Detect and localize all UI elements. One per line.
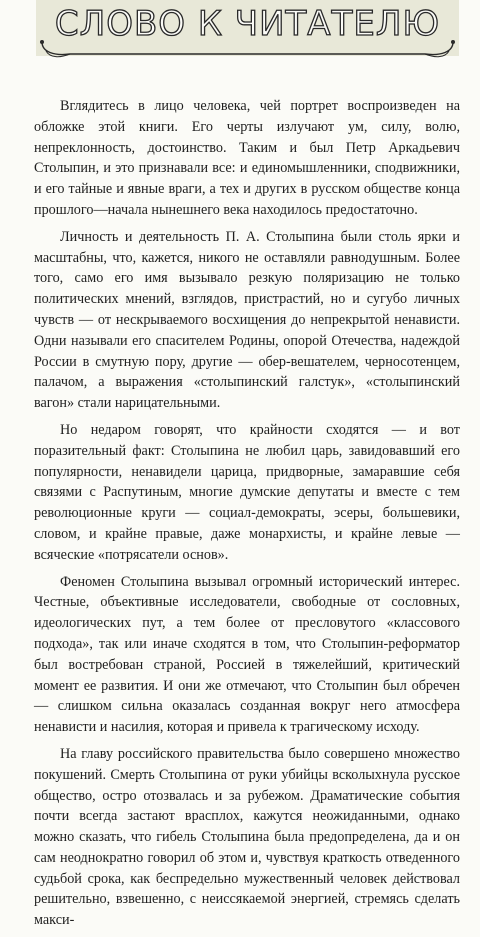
paragraph: Но недаром говорят, что крайности сходятся — и вот поразительный факт: Столыпина не любил царь, завидовавший его популярности, ненавидели царица, придворные, замаравшие себя связями с Распутиным, многие думские депутаты и вместе с тем революционные круги — социал-демократы, эсеры, большевики, словом, и крайне правые, даже монархисты, и крайне левые — всяческие «потрясатели основ». [34,421,460,563]
ornament-flourish [36,38,459,60]
paragraph: Феномен Столыпина вызывал огромный исторический интерес. Честные, объективные исследователи, свободные от сословных, идеологических пут, а тем более от пресловутого «классового подхода», так или иначе сходятся в том, что Столыпин-реформатор был востребован страной, Россией в тяжелейший, критический момент ее развития. И они же отмечают, что Столыпин был обречен — слишком сильна оказалась созданная вокруг него атмосфера ненависти и насилия, которая и привела к трагическому исходу. [34,573,460,736]
paragraph: Вглядитесь в лицо человека, чей портрет воспроизведен на обложке этой книги. Его черты излучают ум, силу, волю, непреклонность, достоинство. Таким и был Петр Аркадьевич Столыпин, и это признавали все: и единомышленники, сподвижники, и его тайные и явные враги, а тех и других в русском обществе конца прошлого—начала нынешнего века находилось предостаточно. [34,98,460,218]
chapter-header [36,0,459,56]
chapter-title: СЛОВО К ЧИТАТЕЛЮ [54,4,441,44]
paragraph: На главу российского правительства было совершено множество покушений. Смерть Столыпина от руки убийцы всколыхнула русское общество, остро отозвалась и за рубежом. Драматические события почти всегда застают врасплох, кажутся неожиданными, однако можно сказать, что гибель Столыпина была предопределена, да и он сам неоднократно говорил об этом и, чувствуя краткость отведенного судьбой срока, как беспредельно мужественный человек действовал решительно, взвешенно, с неиссякаемой энергией, стремясь сделать макси- [34,745,460,929]
body-text [34,96,460,937]
paragraph: Личность и деятельность П. А. Столыпина были столь ярки и масштабны, что, кажется, никого не оставляли равнодушным. Более того, само его имя вызывало резкую поляризацию не только политических мнений, взглядов, пристрастий, но и сугубо личных чувств — от нескрываемого восхищения до непрекрытой ненависти. Одни называли его спасителем Родины, опорой Отечества, надеждой России в смутную пору, другие — обер-вешателем, черносотенцем, палачом, а выражения «столыпинский галстук», «столыпинский вагон» стали нарицательными. [34,228,460,412]
